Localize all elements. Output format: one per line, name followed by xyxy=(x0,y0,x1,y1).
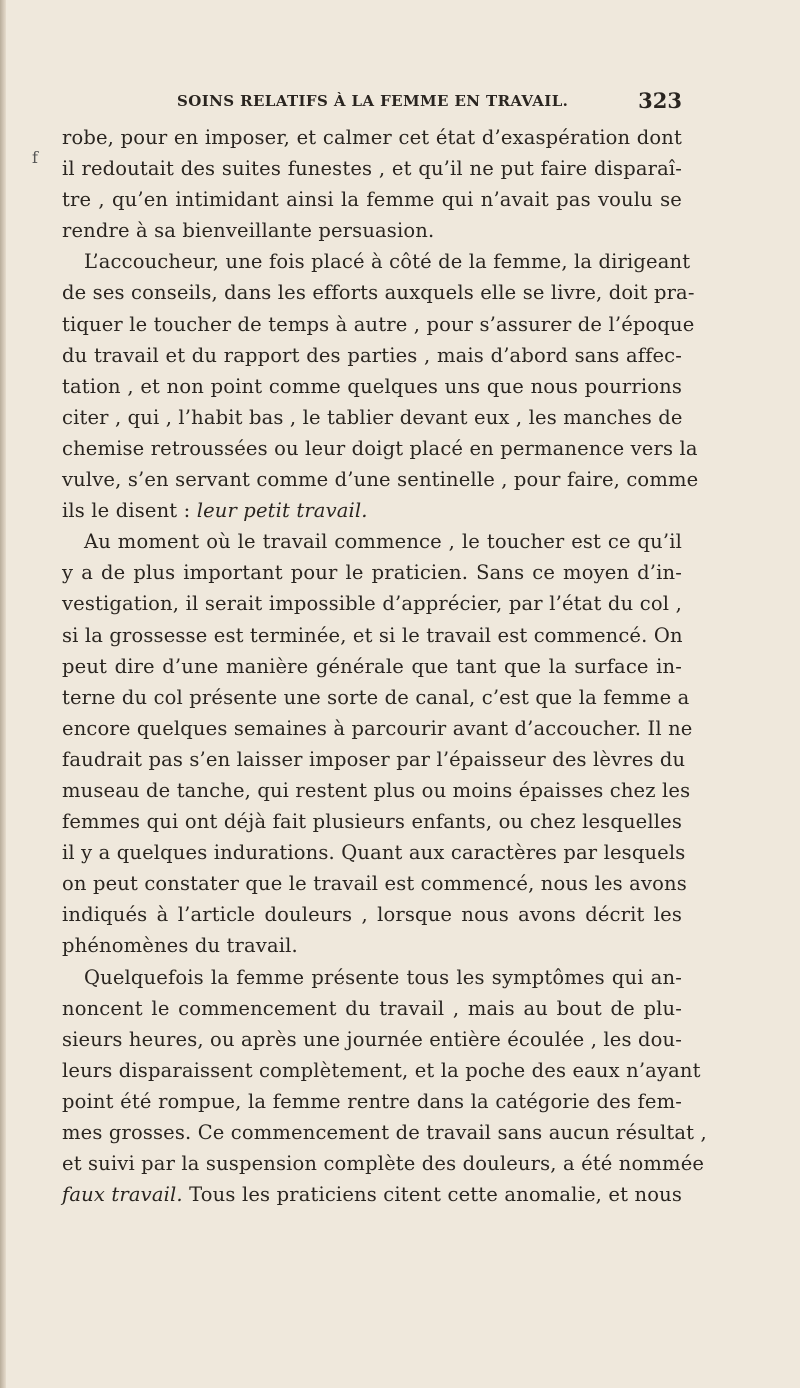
body-text xyxy=(62,122,707,1210)
text-line: L’accoucheur, une fois placé à côté de la femme, la dirigeant xyxy=(84,250,691,274)
text-line: il redoutait des suites funestes , et qu’il ne put faire disparaî- xyxy=(62,157,682,181)
text-line: phénomènes du travail. xyxy=(62,934,298,958)
text-line: terne du col présente une sorte de canal, c’est que la femme a xyxy=(62,685,690,709)
text-line: faudrait pas s’en laisser imposer par l’épaisseur des lèvres du xyxy=(62,747,686,771)
text-line: museau de tanche, qui restent plus ou moins épaisses chez les xyxy=(62,778,691,802)
text-line: tre , qu’en intimidant ainsi la femme qui n’avait pas voulu se xyxy=(62,188,682,212)
text-line: citer , qui , l’habit bas , le tablier devant eux , les manches de xyxy=(62,405,683,429)
text-line: il y a quelques indurations. Quant aux caractères par lesquels xyxy=(62,841,686,865)
text-line: de ses conseils, dans les efforts auxquels elle se livre, doit pra- xyxy=(62,281,695,305)
text-line: tiquer le toucher de temps à autre , pour s’assurer de l’époque xyxy=(62,312,695,336)
running-head: SOINS RELATIFS À LA FEMME EN TRAVAIL. xyxy=(177,92,569,110)
margin-mark: f xyxy=(32,148,38,167)
text-line: chemise retroussées ou leur doigt placé en permanence vers la xyxy=(62,436,698,460)
text-line: et suivi par la suspension complète des douleurs, a été nommée xyxy=(62,1152,705,1176)
text-line: tation , et non point comme quelques uns que nous pourrions xyxy=(62,374,682,398)
text-line: robe, pour en imposer, et calmer cet état d’exaspération dont xyxy=(62,126,682,149)
text-line: vulve, s’en servant comme d’une sentinelle , pour faire, comme xyxy=(62,468,699,492)
text-line: du travail et du rapport des parties , mais d’abord sans affec- xyxy=(62,343,682,367)
text-line: Quelquefois la femme présente tous les symptômes qui an- xyxy=(84,965,682,989)
text-line: indiqués à l’article douleurs , lorsque nous avons décrit les xyxy=(62,903,682,927)
page-number: 323 xyxy=(638,88,682,113)
page-edge xyxy=(0,0,6,1388)
text-line: sieurs heures, ou après une journée entière écoulée , les dou- xyxy=(62,1027,682,1051)
page-header xyxy=(62,88,682,116)
text-line: leurs disparaissent complètement, et la poche des eaux n’ayant xyxy=(62,1058,701,1082)
text-line: Au moment où le travail commence , le toucher est ce qu’il xyxy=(84,530,682,554)
text-line: femmes qui ont déjà fait plusieurs enfants, ou chez lesquelles xyxy=(62,810,682,834)
italic-phrase: leur petit travail. xyxy=(196,499,368,523)
italic-phrase: faux travail. xyxy=(62,1183,183,1207)
text-segment: ils le disent : xyxy=(62,499,191,523)
text-line: y a de plus important pour le praticien. Sans ce moyen d’in- xyxy=(62,561,682,585)
text-line: encore quelques semaines à parcourir avant d’accoucher. Il ne xyxy=(62,716,693,740)
text-line: mes grosses. Ce commencement de travail sans aucun résultat , xyxy=(62,1121,707,1144)
text-line xyxy=(62,495,682,526)
text-line: peut dire d’une manière générale que tant que la surface in- xyxy=(62,654,682,678)
text-segment: Tous les praticiens citent cette anomalie, et nous xyxy=(189,1183,682,1207)
text-line: point été rompue, la femme rentre dans la catégorie des fem- xyxy=(62,1089,682,1113)
text-line: vestigation, il serait impossible d’apprécier, par l’état du col , xyxy=(62,592,682,616)
text-line: noncent le commencement du travail , mais au bout de plu- xyxy=(62,996,682,1020)
text-line: si la grossesse est terminée, et si le travail est commencé. On xyxy=(62,623,683,647)
text-line: on peut constater que le travail est commencé, nous les avons xyxy=(62,872,687,896)
text-line xyxy=(62,1179,682,1210)
text-line: rendre à sa bienveillante persuasion. xyxy=(62,219,435,243)
